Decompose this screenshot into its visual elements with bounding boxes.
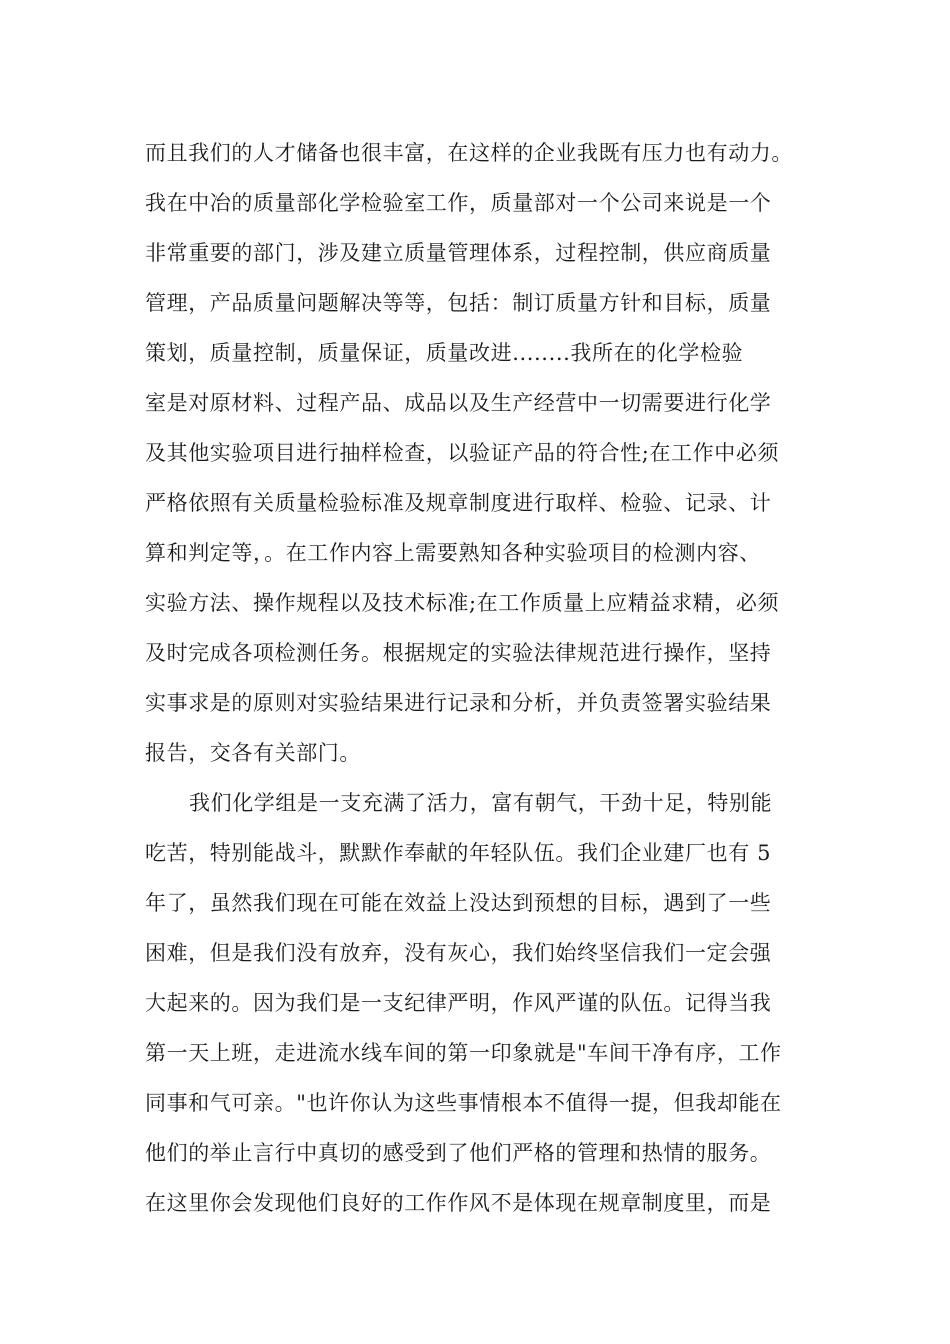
paragraph-1-line-4: 管理，产品质量问题解决等等，包括：制订质量方针和目标，质量 bbox=[145, 291, 772, 315]
paragraph-1-line-9: 算和判定等，。在工作内容上需要熟知各种实验项目的检测内容、 bbox=[145, 541, 761, 565]
paragraph-1-line-13: 报告，交各有关部门。 bbox=[145, 741, 361, 765]
paragraph-1-line-7: 及其他实验项目进行抽样检查，以验证产品的符合性;在工作中必须 bbox=[145, 441, 780, 465]
paragraph-2-line-5: 大起来的。因为我们是一支纪律严明，作风严谨的队伍。记得当我 bbox=[145, 991, 772, 1015]
paragraph-2-line-6: 第一天上班，走进流水线车间的第一印象就是"车间干净有序，工作 bbox=[145, 1041, 782, 1065]
paragraph-1-line-5: 策划，质量控制，质量保证，质量改进........我所在的化学检验 bbox=[145, 341, 744, 365]
paragraph-1-line-1: 而且我们的人才储备也很丰富，在这样的企业我既有压力也有动力。 bbox=[145, 141, 793, 165]
paragraph-2-line-9: 在这里你会发现他们良好的工作作风不是体现在规章制度里，而是 bbox=[145, 1191, 772, 1215]
paragraph-2-line-4: 困难，但是我们没有放弃，没有灰心，我们始终坚信我们一定会强 bbox=[145, 941, 772, 965]
paragraph-1-line-8: 严格依照有关质量检验标准及规章制度进行取样、检验、记录、计 bbox=[145, 491, 772, 515]
paragraph-2-line-2: 吃苦，特别能战斗，默默作奉献的年轻队伍。我们企业建厂也有 5 bbox=[145, 841, 772, 865]
paragraph-2-line-3: 年了，虽然我们现在可能在效益上没达到预想的目标，遇到了一些 bbox=[145, 891, 772, 915]
paragraph-1-line-2: 我在中冶的质量部化学检验室工作，质量部对一个公司来说是一个 bbox=[145, 191, 772, 215]
body-text bbox=[145, 128, 825, 1228]
paragraph-1-line-3: 非常重要的部门，涉及建立质量管理体系，过程控制，供应商质量 bbox=[145, 241, 772, 265]
paragraph-2-line-8: 他们的举止言行中真切的感受到了他们严格的管理和热情的服务。 bbox=[145, 1141, 772, 1165]
paragraph-1-line-6: 室是对原材料、过程产品、成品以及生产经营中一切需要进行化学 bbox=[145, 391, 772, 415]
paragraph-1-line-11: 及时完成各项检测任务。根据规定的实验法律规范进行操作，坚持 bbox=[145, 641, 772, 665]
paragraph-2-line-1: 我们化学组是一支充满了活力，富有朝气，干劲十足，特别能 bbox=[189, 791, 773, 815]
paragraph-1-line-12: 实事求是的原则对实验结果进行记录和分析，并负责签署实验结果 bbox=[145, 691, 772, 715]
paragraph-1-line-10: 实验方法、操作规程以及技术标准;在工作质量上应精益求精，必须 bbox=[145, 591, 780, 615]
paragraph-2-line-7: 同事和气可亲。"也许你认为这些事情根本不值得一提，但我却能在 bbox=[145, 1091, 782, 1115]
